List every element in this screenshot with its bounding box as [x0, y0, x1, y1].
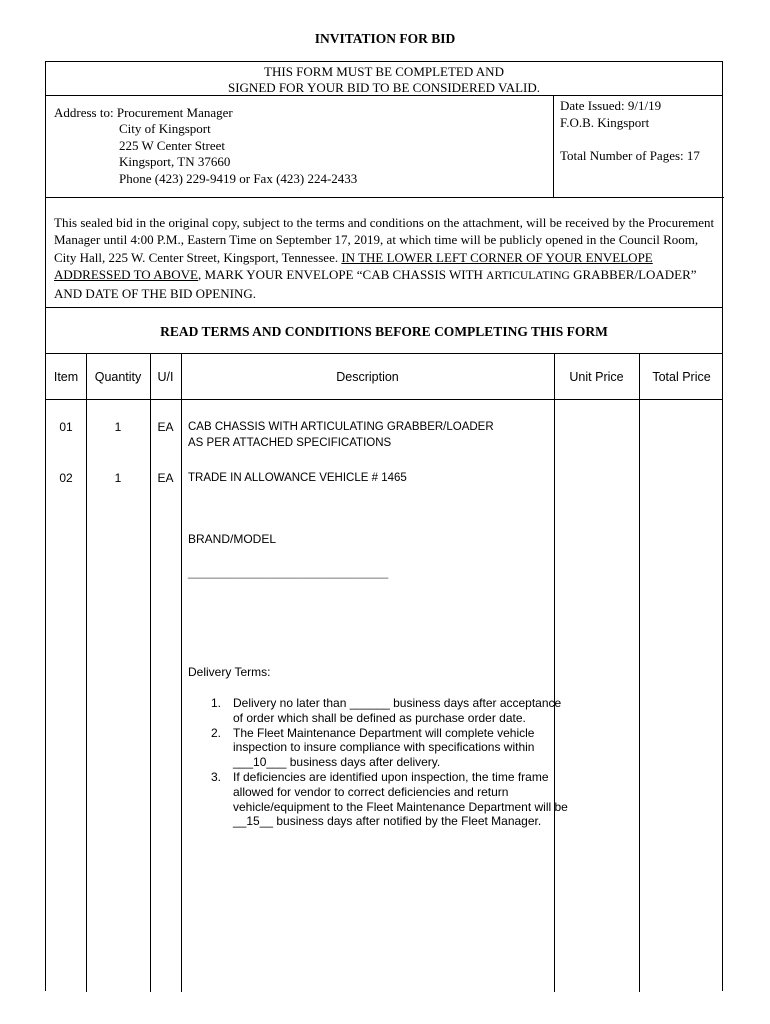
- delivery-term-3: 3. If deficiencies are identified upon inspection, the time frame allowed for vendor to correct deficiencies and return vehicle/equipment to the Fleet Maintenance Department will be __15__ business days after notified by the Fleet Manager.: [211, 769, 568, 829]
- header-unit-price: Unit Price: [569, 370, 624, 384]
- document-title: INVITATION FOR BID: [314, 31, 456, 46]
- column-divider: [150, 354, 151, 992]
- sealed-bid-section: [46, 198, 722, 308]
- address-line-2: City of Kingsport: [119, 121, 211, 136]
- bid-info-block: [554, 96, 724, 198]
- date-issued: Date Issued: 9/1/19: [560, 98, 662, 113]
- column-divider: [86, 354, 87, 992]
- header-item: Item: [53, 370, 79, 384]
- row-2-quantity: 1: [114, 471, 122, 485]
- column-divider: [554, 354, 555, 992]
- envelope-instruction-underlined: IN THE LOWER LEFT CORNER OF YOUR ENVELOPE ADDRESSED TO ABOVE: [54, 249, 653, 282]
- delivery-terms-label: Delivery Terms:: [188, 665, 271, 679]
- terms-heading: READ TERMS AND CONDITIONS BEFORE COMPLETING THIS FORM: [46, 308, 722, 354]
- total-pages: Total Number of Pages: 17: [560, 148, 700, 163]
- address-phone-fax: Phone (423) 229-9419 or Fax (423) 224-2433: [119, 170, 358, 186]
- address-line-4: Kingsport, TN 37660: [119, 154, 231, 170]
- delivery-terms-list: [188, 696, 568, 829]
- column-divider: [181, 354, 182, 992]
- header-description: Description: [336, 370, 399, 384]
- row-1-item: 01: [59, 420, 73, 434]
- delivery-term-2: 2. The Fleet Maintenance Department will complete vehicle inspection to insure compliance with specifications within ___10___ business days after delivery.: [211, 725, 535, 770]
- header-quantity: Quantity: [94, 370, 142, 384]
- notice-line-1: THIS FORM MUST BE COMPLETED AND: [264, 64, 504, 79]
- completion-notice: [46, 62, 722, 96]
- address-lines: [119, 121, 357, 187]
- delivery-term-1: 1. Delivery no later than ______ business days after acceptance of order which shall be defined as purchase order date.: [211, 696, 562, 725]
- address-line-1: Procurement Manager: [116, 105, 233, 120]
- address-label: Address to: Procurement Manager: [54, 105, 233, 120]
- row-1-quantity: 1: [114, 420, 122, 434]
- brand-model-blank[interactable]: ______________________________: [188, 565, 389, 579]
- header-total-price: Total Price: [652, 370, 711, 384]
- fob: F.O.B. Kingsport: [560, 114, 650, 130]
- header-rule: [46, 399, 722, 400]
- row-2-ui: EA: [157, 471, 174, 485]
- row-2-item: 02: [59, 471, 73, 485]
- row-1-description: CAB CHASSIS WITH ARTICULATING GRABBER/LOADER AS PER ATTACHED SPECIFICATIONS: [188, 421, 494, 449]
- notice-line-2: SIGNED FOR YOUR BID TO BE CONSIDERED VALID.: [227, 79, 541, 95]
- header-ui: U/I: [157, 370, 174, 384]
- brand-model-label: BRAND/MODEL: [188, 532, 277, 546]
- bid-form-frame: [45, 61, 723, 991]
- column-divider: [639, 354, 640, 992]
- row-2-description: TRADE IN ALLOWANCE VEHICLE # 1465: [188, 472, 407, 484]
- row-1-ui: EA: [157, 420, 174, 434]
- sealed-bid-instructions: This sealed bid in the original copy, subject to the terms and conditions on the attachment, will be received by the Procurement Manager until 4:00 P.M., Eastern Time on September 17, 2019, at which time will be publicly opened in the Council Room, City Hall, 225 W. Center Street, Kingsport, Tennessee. IN THE LOWER LEFT CORNER OF YOUR ENVELOPE ADDRESSED TO ABOVE, MARK YOUR ENVELOPE “CAB CHASSIS WITH ARTICULATING GRABBER/LOADER” AND DATE OF THE BID OPENING.: [54, 215, 715, 302]
- address-block: [46, 96, 554, 198]
- address-line-3: 225 W Center Street: [119, 137, 226, 153]
